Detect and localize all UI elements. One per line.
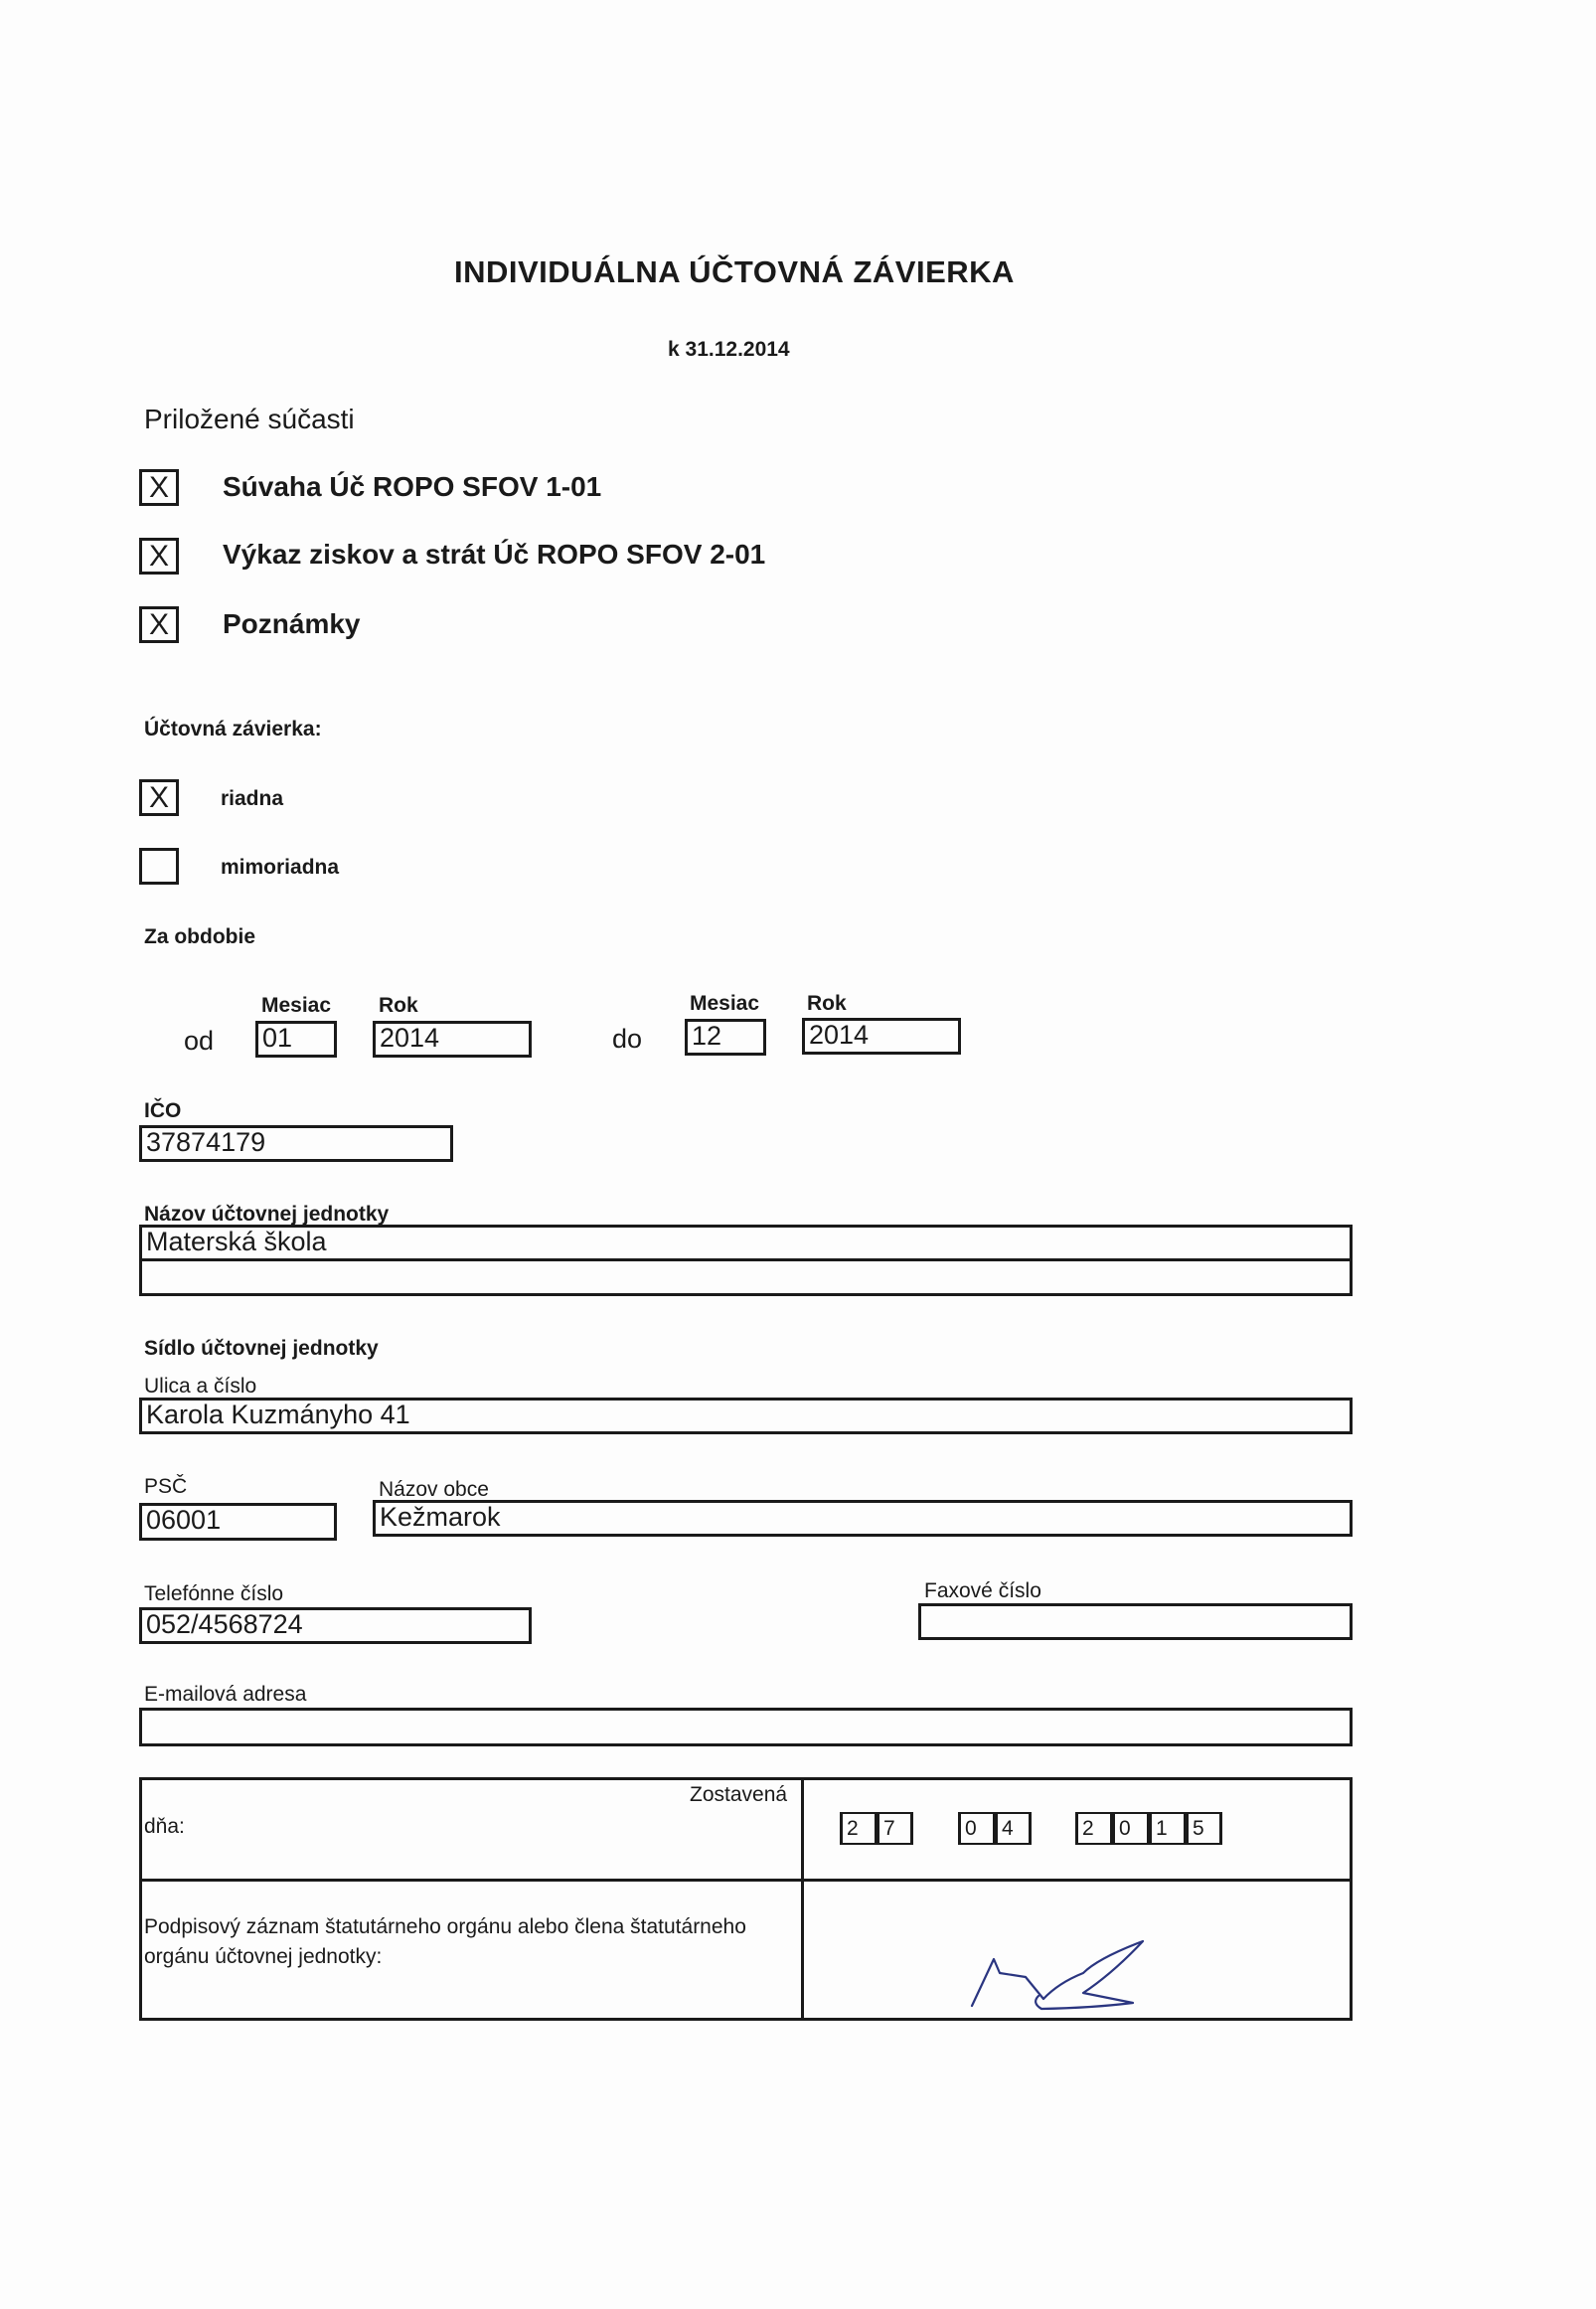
ico-label: IČO	[144, 1099, 182, 1122]
year-digit-4[interactable]: 5	[1186, 1812, 1222, 1845]
month-digit-1[interactable]: 0	[958, 1812, 995, 1845]
street-label: Ulica a číslo	[144, 1375, 257, 1398]
fax-label: Faxové číslo	[924, 1579, 1041, 1602]
phone-label: Telefónne číslo	[144, 1582, 284, 1605]
document-title: INDIVIDUÁLNA ÚČTOVNÁ ZÁVIERKA	[454, 254, 1015, 289]
compiled-day-boxes[interactable]	[840, 1812, 913, 1845]
checkbox-balance-sheet[interactable]: X	[139, 469, 179, 506]
to-month-field[interactable]: 12	[685, 1019, 766, 1056]
to-label: do	[612, 1024, 643, 1054]
compiled-day-label: dňa:	[144, 1815, 185, 1838]
compiled-year-boxes[interactable]	[1075, 1812, 1222, 1845]
month-digit-2[interactable]: 4	[995, 1812, 1032, 1845]
year-digit-3[interactable]: 1	[1149, 1812, 1186, 1845]
checkbox-notes[interactable]: X	[139, 606, 179, 643]
label-notes: Poznámky	[223, 608, 361, 639]
from-month-label: Mesiac	[261, 994, 332, 1017]
table-divider-vertical	[801, 1779, 804, 2020]
day-digit-1[interactable]: 2	[840, 1812, 877, 1845]
zip-field[interactable]: 06001	[139, 1503, 337, 1541]
fax-field[interactable]	[918, 1603, 1353, 1640]
address-heading: Sídlo účtovnej jednotky	[144, 1337, 379, 1360]
day-digit-2[interactable]: 7	[877, 1812, 913, 1845]
year-digit-2[interactable]: 0	[1112, 1812, 1149, 1845]
label-balance-sheet: Súvaha Úč ROPO SFOV 1-01	[223, 471, 602, 502]
city-label: Názov obce	[379, 1478, 489, 1501]
label-regular: riadna	[221, 787, 284, 810]
from-label: od	[184, 1026, 215, 1056]
to-year-label: Rok	[807, 992, 847, 1015]
table-divider-horizontal	[139, 1879, 1353, 1882]
checkbox-extraordinary[interactable]	[139, 848, 179, 885]
statement-heading: Účtovná závierka:	[144, 718, 322, 741]
to-month-label: Mesiac	[690, 992, 760, 1015]
unit-name-field-line2[interactable]	[139, 1258, 1353, 1296]
city-field[interactable]: Kežmarok	[373, 1500, 1353, 1537]
label-profit-loss: Výkaz ziskov a strát Úč ROPO SFOV 2-01	[223, 539, 766, 570]
from-month-field[interactable]: 01	[255, 1021, 337, 1058]
from-year-label: Rok	[379, 994, 418, 1017]
compiled-label: Zostavená	[690, 1783, 788, 1806]
ico-field[interactable]: 37874179	[139, 1125, 453, 1162]
compiled-month-boxes[interactable]	[958, 1812, 1032, 1845]
handwritten-signature	[964, 1933, 1153, 2013]
components-heading: Priložené súčasti	[144, 404, 355, 434]
email-field[interactable]	[139, 1708, 1353, 1746]
checkbox-regular[interactable]: X	[139, 779, 179, 816]
signature-label: Podpisový záznam štatutárneho orgánu alebo člena štatutárneho orgánu účtovnej jednotky:	[144, 1915, 746, 1968]
email-label: E-mailová adresa	[144, 1683, 307, 1706]
to-year-field[interactable]: 2014	[802, 1018, 961, 1055]
unit-name-field-line1[interactable]: Materská škola	[139, 1225, 1353, 1261]
zip-label: PSČ	[144, 1475, 188, 1498]
label-extraordinary: mimoriadna	[221, 856, 340, 879]
period-heading: Za obdobie	[144, 925, 255, 948]
unit-name-label: Názov účtovnej jednotky	[144, 1203, 390, 1226]
year-digit-1[interactable]: 2	[1075, 1812, 1112, 1845]
checkbox-profit-loss[interactable]: X	[139, 538, 179, 575]
document-date: k 31.12.2014	[668, 338, 790, 361]
street-field[interactable]: Karola Kuzmányho 41	[139, 1398, 1353, 1434]
from-year-field[interactable]: 2014	[373, 1021, 532, 1058]
phone-field[interactable]: 052/4568724	[139, 1607, 532, 1644]
